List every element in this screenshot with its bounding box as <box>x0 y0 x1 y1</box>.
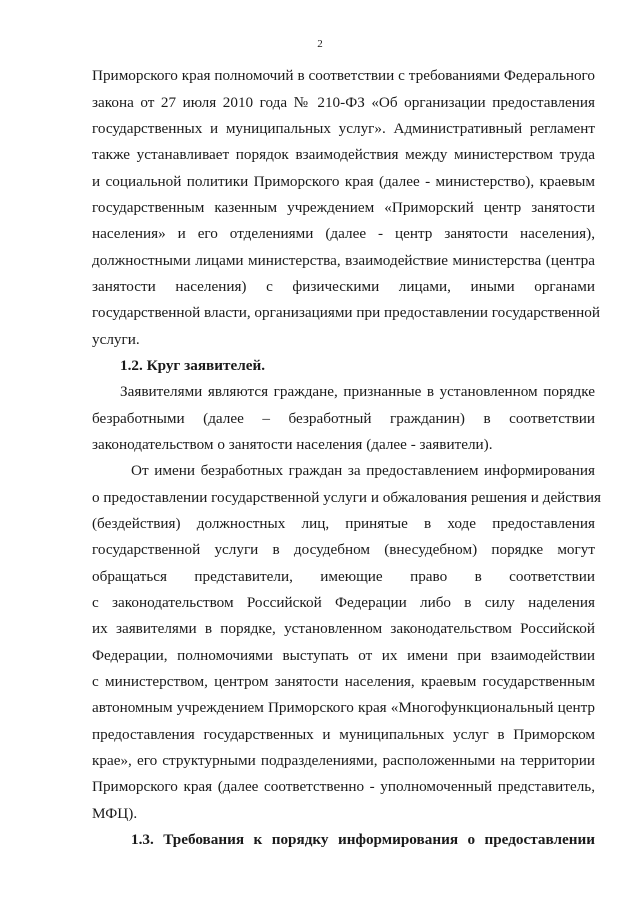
text-line: о предоставлении государственной услуги и обжалования решения и действия <box>92 489 601 506</box>
text-line: Федерации, полномочиями выступать от их имени при взаимодействии <box>92 647 595 664</box>
text-line: с министерством, центром занятости населения, краевым государственным <box>92 673 595 690</box>
text-line: их заявителями в порядке, установленном законодательством Российской <box>92 620 595 637</box>
text-line: От имени безработных граждан за предоставлением информирования <box>131 462 595 479</box>
section-heading-1-3: 1.3. Требования к порядку информирования о предоставлении <box>131 831 595 848</box>
section-heading-1-2: 1.2. Круг заявителей. <box>120 357 266 374</box>
text-line: МФЦ). <box>92 805 138 822</box>
text-line: (бездействия) должностных лиц, принятые в ходе предоставления <box>92 515 595 532</box>
text-line: Приморского края (далее соответственно - уполномоченный представитель, <box>92 778 595 795</box>
text-line: безработными (далее – безработный гражданин) в соответствии <box>92 410 595 427</box>
text-line: законодательством о занятости населения (далее - заявители). <box>92 436 493 453</box>
text-line: Приморского края полномочий в соответствии с требованиями Федерального <box>92 67 595 84</box>
text-line: государственной власти, организациями при предоставлении государственной <box>92 304 600 321</box>
text-line: государственным казенным учреждением «Приморский центр занятости <box>92 199 595 216</box>
text-line: закона от 27 июля 2010 года № 210-ФЗ «Об организации предоставления <box>92 94 595 111</box>
page-number: 2 <box>317 38 323 50</box>
text-line: Заявителями являются граждане, признанные в установленном порядке <box>120 383 595 400</box>
text-line: также устанавливает порядок взаимодействия между министерством труда <box>92 146 595 163</box>
text-line: и социальной политики Приморского края (далее - министерство), краевым <box>92 173 595 190</box>
text-line: государственной услуги в досудебном (внесудебном) порядке могут <box>92 541 595 558</box>
text-line: должностными лицами министерства, взаимодействие министерства (центра <box>92 252 595 269</box>
text-line: населения» и его отделениями (далее - центр занятости населения), <box>92 225 595 242</box>
text-line: услуги. <box>92 331 140 348</box>
text-line: крае», его структурными подразделениями, расположенными на территории <box>92 752 595 769</box>
text-line: предоставления государственных и муниципальных услуг в Приморском <box>92 726 595 743</box>
text-line: государственных и муниципальных услуг». Административный регламент <box>92 120 595 137</box>
text-line: обращаться представители, имеющие право в соответствии <box>92 568 595 585</box>
text-line: занятости населения) с физическими лицами, иными органами <box>92 278 595 295</box>
text-line: автономным учреждением Приморского края «Многофункциональный центр <box>92 699 595 716</box>
text-line: с законодательством Российской Федерации либо в силу наделения <box>92 594 595 611</box>
